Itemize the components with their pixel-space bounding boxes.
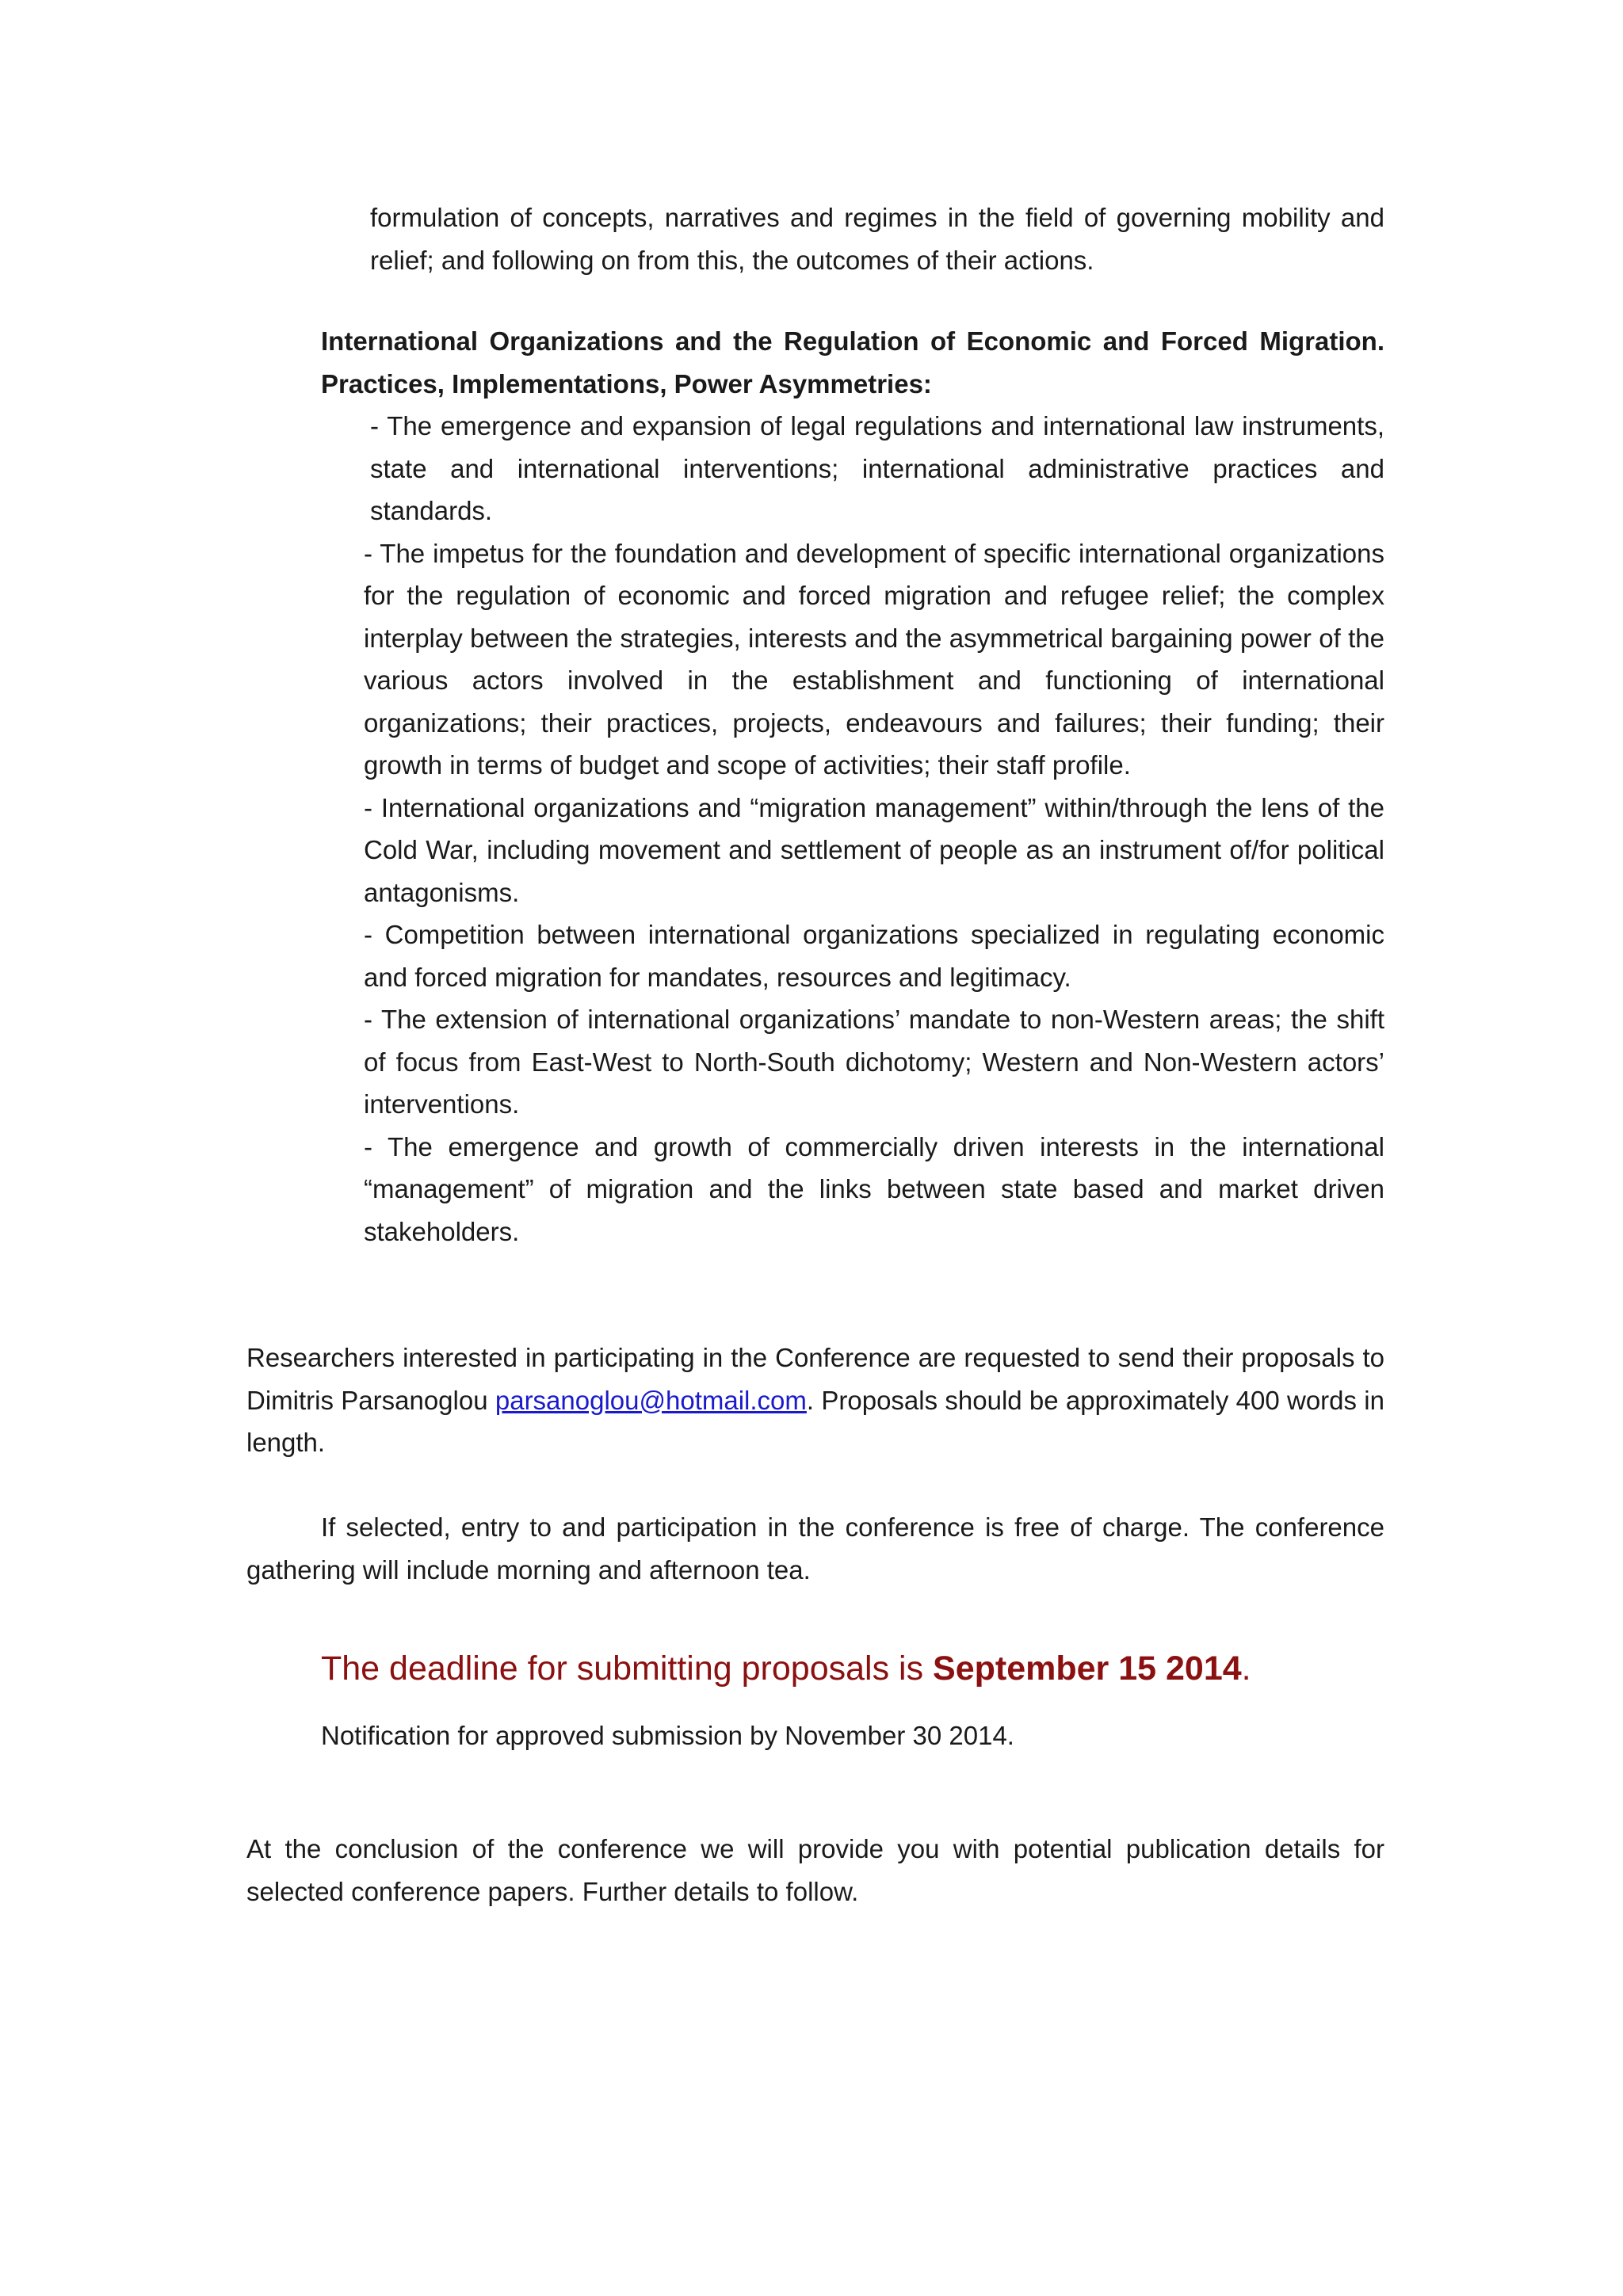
bullet-item-extension: - The extension of international organizations’ mandate to non-Western areas; the shift of focus from East-West to North-South dichotomy; Western and Non-Western actors’ interventions. (364, 1005, 1384, 1119)
deadline-date: September 15 2014 (933, 1650, 1242, 1688)
bullet-list (364, 405, 1384, 1253)
submission-paragraph (246, 1337, 1384, 1464)
intro-continuation-paragraph: formulation of concepts, narratives and regimes in the field of governing mobility and relief; and following on from this, the outcomes of their actions. (370, 203, 1384, 275)
section-heading: International Organizations and the Regulation of Economic and Forced Migration. Practices, Implementations, Power Asymmetries: (321, 326, 1384, 399)
deadline-prefix: The deadline for submitting proposals is (321, 1650, 934, 1688)
deadline-suffix: . (1241, 1650, 1251, 1688)
notification-date: Notification for approved submission by November 30 2014. (321, 1721, 1014, 1750)
email-link[interactable]: parsanoglou@hotmail.com (495, 1385, 807, 1415)
participation-paragraph: If selected, entry to and participation in the conference is free of charge. The conference gathering will include morning and afternoon tea. (246, 1512, 1384, 1585)
submission-text-after: . Proposals should be approximately 400 words in length. (246, 1385, 1384, 1457)
submission-text-before: Researchers interested in participating in the Conference are requested to send their proposals to Dimitris Parsanoglou (246, 1343, 1384, 1415)
bullet-item-legal-regulations: - The emergence and expansion of legal regulations and international law instruments, state and international interventions; international administrative practices and standards. (370, 411, 1384, 525)
bullet-item-cold-war: - International organizations and “migration management” within/through the lens of the Cold War, including movement and settlement of people as an instrument of/for political antagonisms. (364, 792, 1384, 907)
conclusion-paragraph: At the conclusion of the conference we will provide you with potential publication details for selected conference papers. Further details to follow. (246, 1834, 1384, 1906)
bullet-item-impetus: - The impetus for the foundation and development of specific international organizations for the regulation of economic and forced migration and refugee relief; the complex interplay between the strategies, interests and the asymmetrical bargaining power of the various actors involved in the establishment and functioning of international organizations; their practices, projects, endeavours and failures; their funding; their growth in terms of budget and scope of activities; their staff profile. (364, 538, 1384, 780)
bullet-item-competition: - Competition between international organizations specialized in regulating economic and forced migration for mandates, resources and legitimacy. (364, 920, 1384, 992)
bullet-item-commercial-interests: - The emergence and growth of commercially driven interests in the international “management” of migration and the links between state based and market driven stakeholders. (364, 1131, 1384, 1246)
deadline-notice (321, 1645, 1251, 1692)
